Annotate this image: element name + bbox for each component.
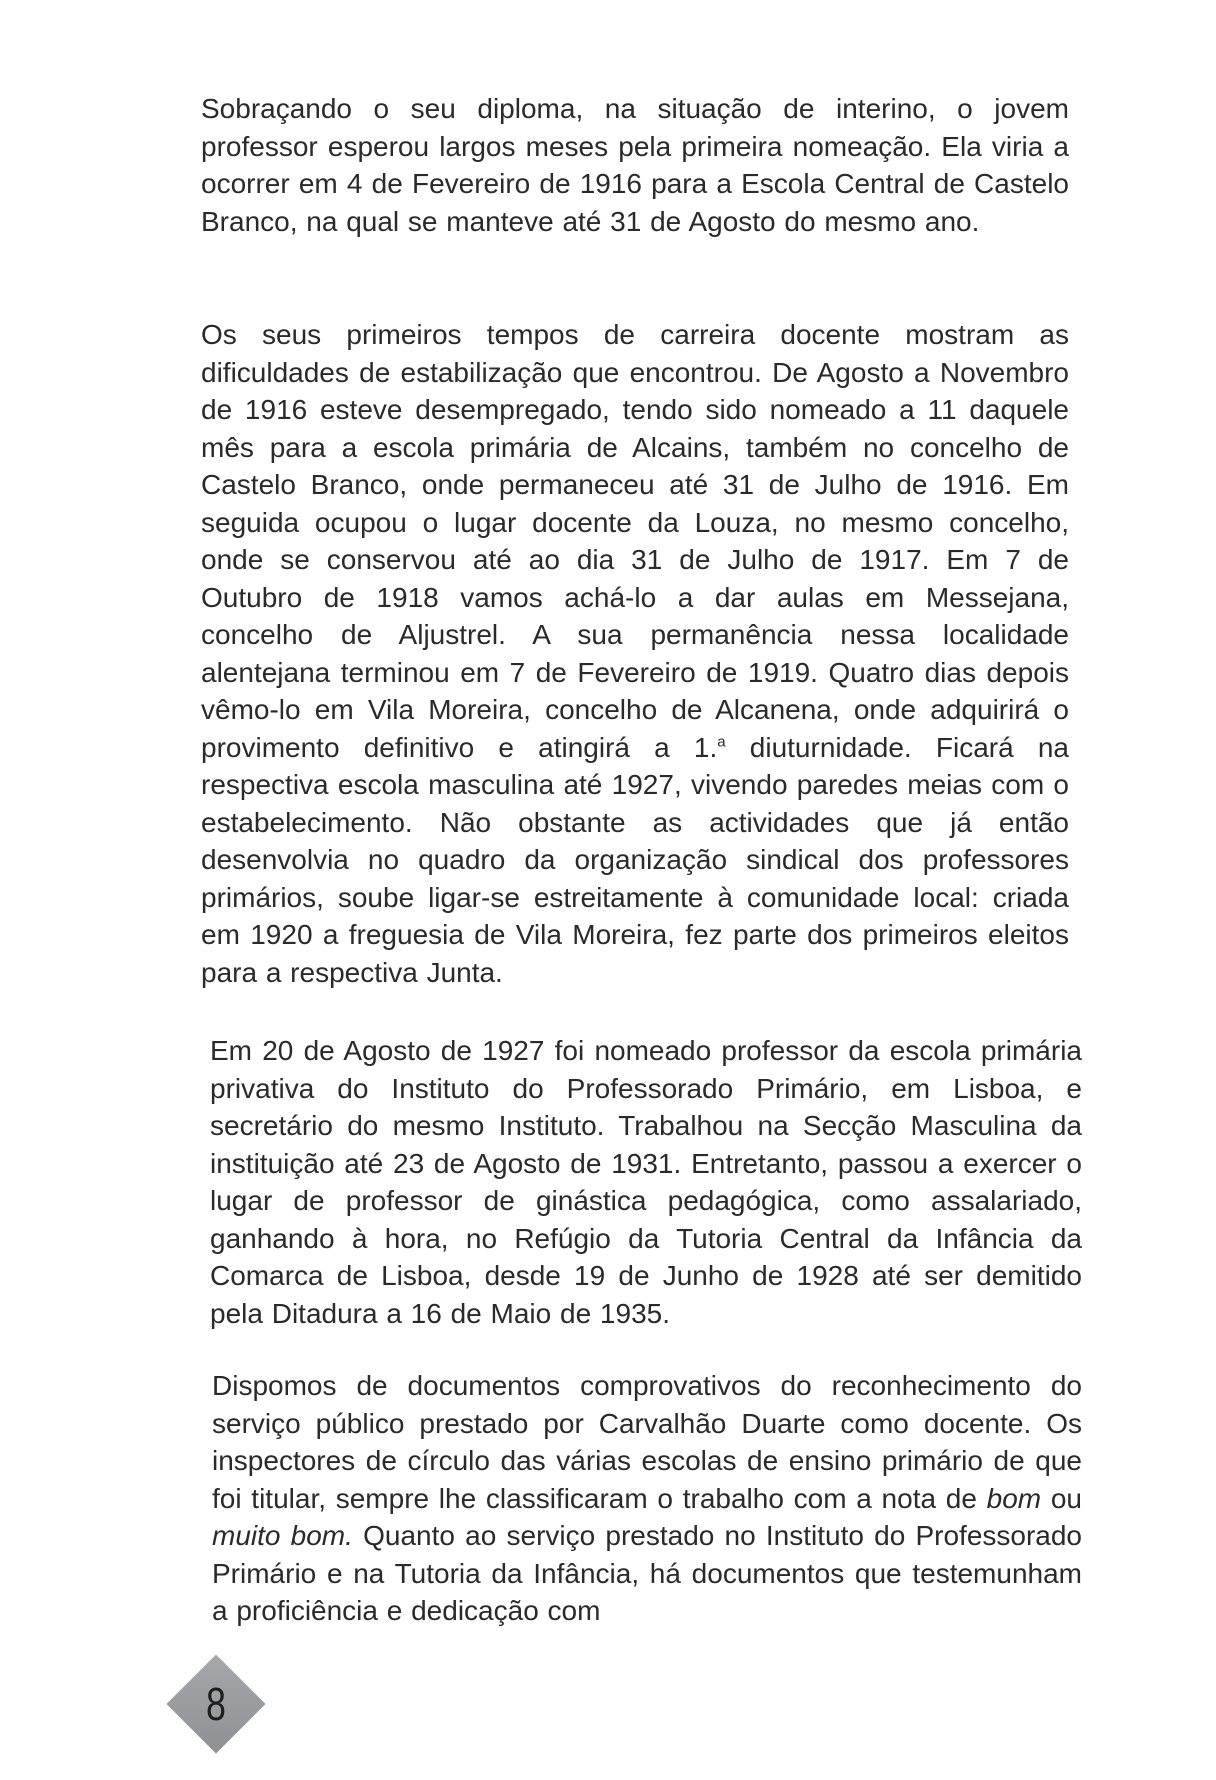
paragraph-4-italic-bom: bom <box>986 1482 1042 1514</box>
paragraph-2 <box>201 316 1069 991</box>
paragraph-2-text-before: Os seus primeiros tempos de carreira docente mostram as dificuldades de estabilização que encontrou. De Agosto a Novembro de 1916 esteve desempregado, tendo sido nomeado a 11 daquele mês para a escola primária de Alcains, também no concelho de Castelo Branco, onde permaneceu até 31 de Julho de 1916. Em seguida ocupou o lugar docente da Louza, no mesmo concelho, onde se conservou até ao dia 31 de Julho de 1917. Em 7 de Outubro de 1918 vamos achá-lo a dar aulas em Messejana, concelho de Aljustrel. A sua permanência nessa localidade alentejana terminou em 7 de Fevereiro de 1919. Quatro dias depois vêmo-lo em Vila Moreira, concelho de Alcanena, onde adquirirá o provimento definitivo e atingirá a 1. <box>201 319 1069 763</box>
page-number-marker <box>164 1652 268 1756</box>
paragraph-4-text-1: Dispomos de documentos comprovativos do reconhecimento do serviço público prestado por Carvalhão Duarte como docente. Os inspectores de círculo das várias escolas de ensino primário de que foi titular, sempre lhe classificaram o trabalho com a nota de <box>212 1370 1082 1514</box>
paragraph-4-text-3: Quanto ao serviço prestado no Instituto do Professorado Primário e na Tutoria da Infância, há documentos que testemunham a proficiência e dedicação com <box>212 1520 1083 1626</box>
page-number: 8 <box>206 1678 226 1730</box>
ordinal-superscript: a <box>717 733 726 751</box>
paragraph-4-text-2: ou <box>1041 1482 1082 1514</box>
paragraph-3 <box>210 1032 1082 1332</box>
paragraph-1 <box>201 90 1069 240</box>
paragraph-4 <box>212 1367 1082 1630</box>
paragraph-4-italic-muito-bom: muito bom. <box>212 1520 353 1551</box>
paragraph-2-text-after: diuturnidade. Ficará na respectiva escola masculina até 1927, vivendo paredes meias com o estabelecimento. Não obstante as actividades que já então desenvolvia no quadro da organização sindical dos professores primários, soube ligar-se estreitamente à comunidade local: criada em 1920 a freguesia de Vila Moreira, fez parte dos primeiros eleitos para a respectiva Junta. <box>201 731 1069 988</box>
paragraph-1-text: Sobraçando o seu diploma, na situação de interino, o jovem professor esperou largos meses pela primeira nomeação. Ela viria a ocorrer em 4 de Fevereiro de 1916 para a Escola Central de Castelo Branco, na qual se manteve até 31 de Agosto do mesmo ano. <box>201 93 1069 237</box>
paragraph-3-text: Em 20 de Agosto de 1927 foi nomeado professor da escola primária privativa do Instituto do Professorado Primário, em Lisboa, e secretário do mesmo Instituto. Trabalhou na Secção Masculina da instituição até 23 de Agosto de 1931. Entretanto, passou a exercer o lugar de professor de ginástica pedagógica, como assalariado, ganhando à hora, no Refúgio da Tutoria Central da Infância da Comarca de Lisboa, desde 19 de Junho de 1928 até ser demitido pela Ditadura a 16 de Maio de 1935. <box>210 1035 1082 1329</box>
